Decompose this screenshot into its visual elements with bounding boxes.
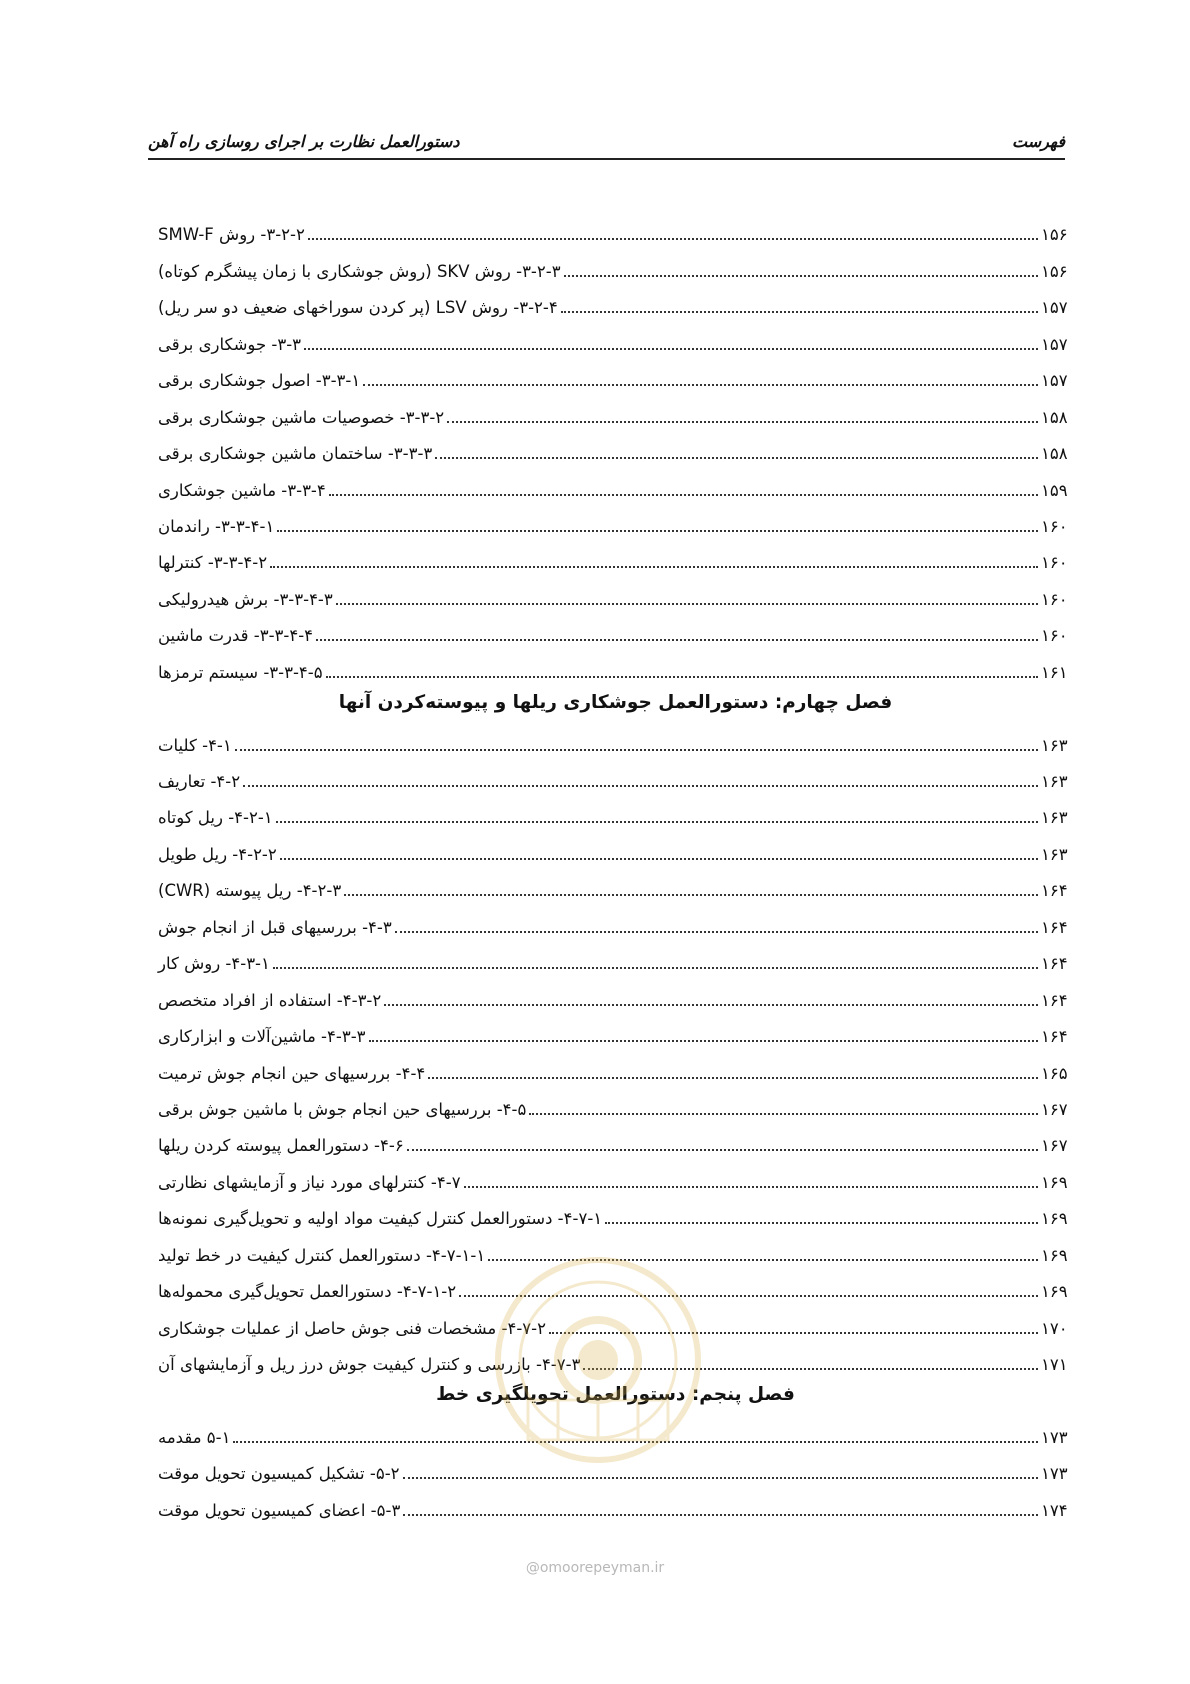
toc-entry-title: ۵-۲- تشکیل کمیسیون تحویل موقت — [158, 1464, 400, 1484]
toc-leader-dots — [395, 931, 1038, 933]
toc-entry — [158, 868, 1073, 904]
toc-entry — [158, 1232, 1073, 1268]
toc-page-number: ۱۶۴ — [1041, 881, 1068, 901]
toc-leader-dots — [304, 348, 1038, 350]
toc-leader-dots — [403, 1477, 1038, 1479]
toc-page-number: ۱۶۹ — [1041, 1282, 1068, 1302]
toc-entry-title: ۴-۷-۱-۲- دستورالعمل تحویل‌گیری محموله‌ها — [158, 1282, 457, 1302]
toc-entry — [158, 759, 1073, 795]
toc-page-number: ۱۶۰ — [1041, 626, 1068, 646]
toc-entry-title: ۴-۷-۱- دستورالعمل کنترل کیفیت مواد اولیه و تحویل‌گیری نمونه‌ها — [158, 1209, 603, 1229]
toc-entry-title: ۴-۷- کنترلهای مورد نیاز و آزمایشهای نظارتی — [158, 1172, 461, 1192]
toc-entry — [158, 1159, 1073, 1195]
toc-page-number: ۱۵۶ — [1041, 261, 1068, 281]
toc-entry-title: ۳-۲-۳- روش SKV (روش جوشکاری با زمان پیشگرم کوتاه) — [158, 261, 561, 281]
toc-entry-title: ۳-۳-۲- خصوصیات ماشین جوشکاری برقی — [158, 407, 445, 427]
toc-chapter-heading: فصل پنجم: دستورالعمل تحویلگیری خط — [436, 1384, 795, 1405]
toc-page-number: ۱۶۳ — [1041, 844, 1068, 864]
toc-page-number: ۱۷۱ — [1041, 1355, 1068, 1374]
toc-leader-dots — [233, 1441, 1038, 1443]
toc-entry — [158, 1014, 1073, 1050]
toc-entry — [158, 1050, 1073, 1086]
toc-leader-dots — [270, 566, 1038, 568]
toc-page-number: ۱۷۴ — [1041, 1500, 1068, 1520]
toc-entry-title: ۳-۲-۲- روش SMW-F — [158, 225, 305, 245]
toc-entry-title: ۴-۳- بررسیهای قبل از انجام جوش — [158, 917, 392, 937]
table-of-contents — [158, 212, 1073, 1524]
toc-entry-title: ۴-۳-۱- روش کار — [158, 954, 270, 974]
toc-leader-dots — [561, 311, 1038, 313]
toc-page-number: ۱۶۹ — [1041, 1209, 1068, 1229]
toc-entry-title: ۳-۳- جوشکاری برقی — [158, 334, 302, 354]
toc-entry-title: ۴-۲- تعاریف — [158, 772, 241, 791]
toc-page-number: ۱۶۳ — [1041, 772, 1068, 791]
toc-leader-dots — [326, 676, 1038, 678]
toc-entry — [158, 977, 1073, 1013]
toc-page-number: ۱۶۳ — [1041, 808, 1068, 828]
toc-entry — [158, 576, 1073, 612]
toc-chapter-heading: فصل چهارم: دستورالعمل جوشکاری ریلها و پیوسته‌کردن آنها — [338, 691, 893, 713]
toc-entry-title: ۴-۳-۲- استفاده از افراد متخصص — [158, 990, 382, 1010]
toc-page-number: ۱۶۵ — [1041, 1063, 1068, 1083]
toc-entry — [158, 1414, 1073, 1450]
toc-entry-title: ۴-۲-۳- ریل پیوسته (CWR) — [158, 881, 342, 901]
toc-leader-dots — [403, 1514, 1038, 1516]
toc-entry — [158, 285, 1073, 321]
toc-leader-dots — [459, 1295, 1038, 1297]
toc-entry — [158, 540, 1073, 576]
toc-page-number: ۱۶۰ — [1041, 589, 1068, 609]
toc-leader-dots — [583, 1368, 1038, 1370]
toc-entry — [158, 467, 1073, 503]
toc-page-number: ۱۵۸ — [1041, 407, 1068, 427]
toc-page-number: ۱۶۷ — [1041, 1136, 1068, 1156]
toc-leader-dots — [363, 384, 1038, 386]
toc-leader-dots — [447, 421, 1038, 423]
toc-entry — [158, 431, 1073, 467]
toc-leader-dots — [384, 1004, 1038, 1006]
toc-entry-title: ۴-۴- بررسیهای حین انجام جوش ترمیت — [158, 1063, 426, 1083]
toc-leader-dots — [529, 1113, 1038, 1115]
toc-entry-title: ۴-۵- بررسیهای حین انجام جوش با ماشین جوش برقی — [158, 1099, 527, 1119]
toc-leader-dots — [488, 1259, 1038, 1261]
toc-entry-title: ۵-۳- اعضای کمیسیون تحویل موقت — [158, 1500, 401, 1520]
toc-leader-dots — [435, 457, 1038, 459]
toc-page-number: ۱۶۴ — [1041, 1027, 1068, 1047]
toc-leader-dots — [564, 275, 1038, 277]
page-header — [148, 128, 1065, 160]
header-document-title: دستورالعمل نظارت بر اجرای روسازی راه آهن — [148, 132, 460, 151]
toc-page-number: ۱۶۴ — [1041, 917, 1068, 937]
toc-leader-dots — [464, 1186, 1038, 1188]
toc-page-number: ۱۷۳ — [1041, 1464, 1068, 1484]
toc-entry — [158, 321, 1073, 357]
toc-page-number: ۱۶۹ — [1041, 1172, 1068, 1192]
toc-entry — [158, 649, 1073, 685]
toc-entry — [158, 904, 1073, 940]
header-section-title: فهرست — [1012, 132, 1065, 151]
toc-entry — [158, 358, 1073, 394]
toc-entry — [158, 1305, 1073, 1341]
toc-page-number: ۱۶۴ — [1041, 990, 1068, 1010]
footer-watermark: @omoorepeyman.ir — [525, 1560, 665, 1576]
toc-leader-dots — [407, 1149, 1038, 1151]
toc-entry — [158, 1269, 1073, 1305]
toc-entry — [158, 613, 1073, 649]
toc-page-number: ۱۵۸ — [1041, 444, 1068, 464]
toc-entry — [158, 1196, 1073, 1232]
toc-page-number: ۱۵۶ — [1041, 225, 1068, 245]
toc-entry — [158, 212, 1073, 248]
toc-page-number: ۱۵۷ — [1041, 334, 1068, 354]
toc-entry — [158, 1451, 1073, 1487]
toc-page-number: ۱۷۰ — [1041, 1318, 1068, 1338]
toc-leader-dots — [329, 494, 1038, 496]
toc-page-number: ۱۶۴ — [1041, 954, 1068, 974]
toc-entry-title: ۳-۳-۴- ماشین جوشکاری — [158, 480, 326, 500]
toc-leader-dots — [605, 1222, 1038, 1224]
toc-entry-title: ۴-۷-۳- بازرسی و کنترل کیفیت جوش درز ریل و آزمایشهای آن — [158, 1355, 581, 1374]
toc-entry-title: ۴-۲-۱- ریل کوتاه — [158, 808, 273, 828]
toc-entry-title: ۳-۳-۴-۳- برش هیدرولیکی — [158, 589, 333, 609]
toc-page-number: ۱۵۹ — [1041, 480, 1068, 500]
toc-page-number: ۱۷۳ — [1041, 1427, 1068, 1447]
toc-page-number: ۱۶۳ — [1041, 735, 1068, 755]
toc-entry — [158, 504, 1073, 540]
toc-entry-title: ۴-۷-۱-۱- دستورالعمل کنترل کیفیت در خط تولید — [158, 1245, 486, 1265]
toc-leader-dots — [273, 967, 1038, 969]
toc-entry — [158, 1123, 1073, 1159]
toc-leader-dots — [336, 603, 1038, 605]
toc-leader-dots — [276, 821, 1038, 823]
toc-leader-dots — [316, 639, 1038, 641]
toc-entry-title: ۳-۳-۴-۱- راندمان — [158, 516, 275, 536]
toc-page-number: ۱۶۰ — [1041, 553, 1068, 573]
toc-page-number: ۱۶۹ — [1041, 1245, 1068, 1265]
toc-leader-dots — [277, 530, 1038, 532]
toc-entry — [158, 1342, 1073, 1378]
toc-leader-dots — [344, 894, 1038, 896]
toc-entry — [158, 394, 1073, 430]
toc-entry-title: ۴-۶- دستورالعمل پیوسته کردن ریلها — [158, 1136, 404, 1156]
toc-entry-title: ۳-۳-۳- ساختمان ماشین جوشکاری برقی — [158, 444, 433, 464]
toc-entry-title: ۴-۷-۲- مشخصات فنی جوش حاصل از عملیات جوشکاری — [158, 1318, 546, 1338]
toc-leader-dots — [308, 238, 1038, 240]
toc-entry — [158, 722, 1073, 758]
toc-entry — [158, 1087, 1073, 1123]
toc-entry-title: ۴-۳-۳- ماشین‌آلات و ابزارکاری — [158, 1027, 366, 1047]
toc-entry — [158, 248, 1073, 284]
toc-page-number: ۱۵۷ — [1041, 298, 1068, 318]
toc-entry-title: ۵-۱ مقدمه — [158, 1427, 231, 1447]
toc-leader-dots — [243, 785, 1038, 787]
toc-entry-title: ۳-۲-۴- روش LSV (پر کردن سوراخهای ضعیف دو سر ریل) — [158, 298, 558, 318]
toc-entry-title: ۳-۳-۴-۲- کنترلها — [158, 553, 268, 573]
toc-entry — [158, 941, 1073, 977]
toc-leader-dots — [369, 1040, 1038, 1042]
toc-entry-title: ۳-۳-۱- اصول جوشکاری برقی — [158, 371, 361, 391]
toc-leader-dots — [428, 1077, 1038, 1079]
toc-entry-title: ۴-۱- کلیات — [158, 735, 232, 755]
toc-page-number: ۱۶۰ — [1041, 516, 1068, 536]
toc-page-number: ۱۶۷ — [1041, 1099, 1068, 1119]
toc-leader-dots — [235, 749, 1038, 751]
toc-entry-title: ۳-۳-۴-۵- سیستم ترمزها — [158, 662, 323, 682]
toc-entry — [158, 1487, 1073, 1523]
toc-entry-title: ۳-۳-۴-۴- قدرت ماشین — [158, 626, 314, 646]
toc-leader-dots — [549, 1332, 1038, 1334]
toc-entry — [158, 831, 1073, 867]
toc-entry-title: ۴-۲-۲- ریل طویل — [158, 844, 277, 864]
toc-page-number: ۱۵۷ — [1041, 371, 1068, 391]
toc-entry — [158, 795, 1073, 831]
toc-leader-dots — [280, 858, 1038, 860]
toc-page-number: ۱۶۱ — [1041, 662, 1068, 682]
